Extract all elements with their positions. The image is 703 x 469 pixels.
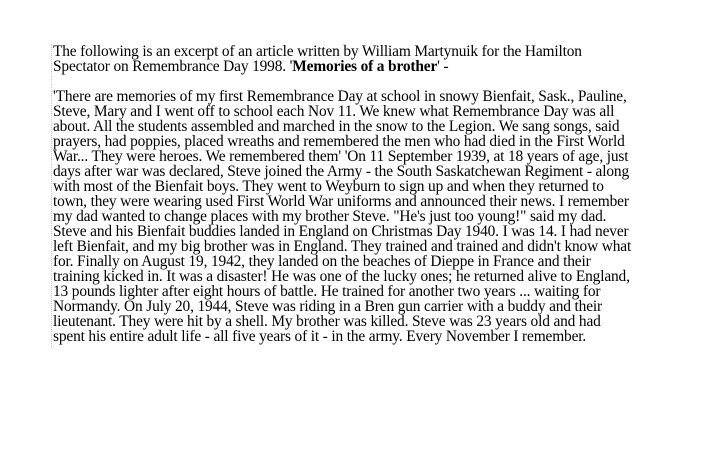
document-body	[51, 44, 693, 348]
article-line: prayers, had poppies, placed wreaths and remembered the men who had died in the First World	[53, 133, 625, 150]
article-line: Steve and his Bienfait buddies landed in England on Christmas Day 1940. I was 14. I had never	[53, 223, 629, 240]
article-title: Memories of a brother	[292, 58, 438, 75]
article-line: 13 pounds lighter after eight hours of battle. He trained for another two years ... waiting for	[53, 283, 601, 300]
article-line: Steve, Mary and I went off to school each Nov 11. We knew what Remembrance Day was all	[53, 103, 615, 120]
intro-line-2-prefix: Spectator on Remembrance Day 1998. '	[53, 58, 293, 75]
article-line: for. Finally on August 19, 1942, they landed on the beaches of Dieppe in France and their	[53, 253, 591, 270]
article-line: spent his entire adult life - all five years of it - in the army. Every November I remember.	[53, 328, 587, 345]
article-line: days after war was declared, Steve joined the Army - the South Saskatchewan Regiment - along	[53, 163, 629, 180]
intro-line-2-suffix: ' -	[437, 58, 449, 75]
article-paragraph	[53, 89, 693, 344]
article-line: town, they were wearing used First World War uniforms and announced their news. I remember	[53, 193, 629, 210]
intro-line-1: The following is an excerpt of an article written by William Martynuik for the Hamilton	[53, 43, 582, 60]
article-line: about. All the students assembled and marched in the snow to the Legion. We sang songs, said	[53, 118, 620, 135]
article-line: 'There are memories of my first Remembrance Day at school in snowy Bienfait, Sask., Pauline,	[53, 88, 627, 105]
article-line: War... They were heroes. We remembered them' 'On 11 September 1939, at 18 years of age, just	[53, 148, 629, 165]
article-line: with most of the Bienfait boys. They went to Weyburn to sign up and when they returned to	[53, 178, 604, 195]
article-line: my dad wanted to change places with my brother Steve. "He's just too young!" said my dad.	[53, 208, 607, 225]
article-line: left Bienfait, and my big brother was in England. They trained and trained and didn't know what	[53, 238, 632, 255]
article-line: Normandy. On July 20, 1944, Steve was riding in a Bren gun carrier with a buddy and their	[53, 298, 603, 315]
intro-paragraph	[53, 44, 693, 74]
article-line: lieutenant. They were hit by a shell. My brother was killed. Steve was 23 years old and had	[53, 313, 601, 330]
article-line: training kicked in. It was a disaster! He was one of the lucky ones; he returned alive to England,	[53, 268, 630, 285]
intro-line-2	[53, 59, 693, 74]
